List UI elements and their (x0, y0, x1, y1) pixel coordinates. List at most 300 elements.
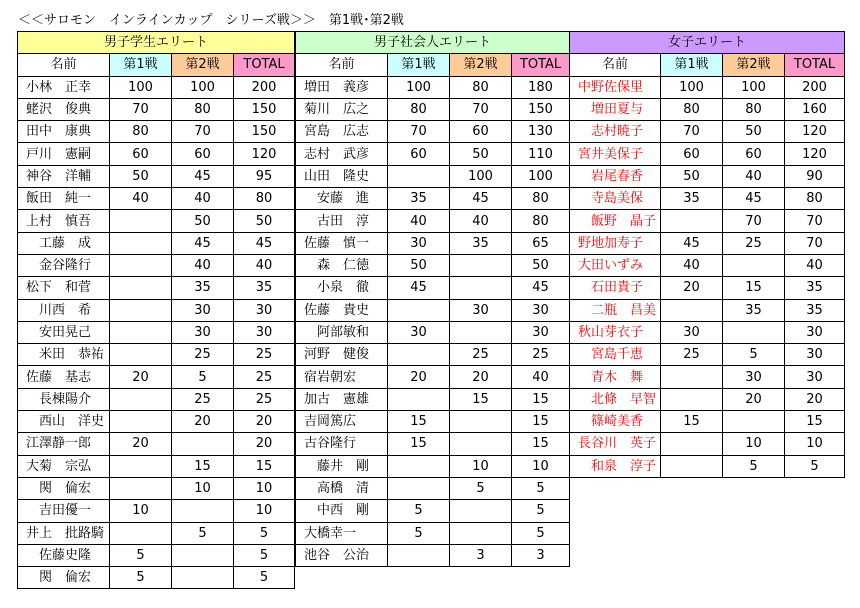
table-row (570, 232, 845, 254)
round2-points (450, 433, 512, 455)
table-row (18, 567, 295, 589)
round2-points: 20 (723, 388, 785, 410)
column-header-name: 名前 (296, 54, 388, 76)
round2-points: 25 (172, 344, 234, 366)
table-row (18, 254, 295, 276)
round2-points: 40 (172, 254, 234, 276)
rider-name: 飯野 晶子 (570, 210, 661, 232)
round2-points: 35 (723, 299, 785, 321)
round1-points: 5 (110, 544, 172, 566)
round1-points: 5 (388, 500, 450, 522)
round2-points: 10 (172, 477, 234, 499)
total-points: 130 (512, 121, 570, 143)
round1-points: 80 (388, 98, 450, 120)
total-points: 80 (512, 210, 570, 232)
round1-points: 40 (110, 188, 172, 210)
table-row (570, 433, 845, 455)
rider-name: 山田 隆史 (296, 165, 388, 187)
round1-points (110, 299, 172, 321)
table-row (570, 299, 845, 321)
round1-points (388, 455, 450, 477)
total-points: 5 (512, 477, 570, 499)
rider-name: 松下 和菅 (18, 277, 110, 299)
total-points: 5 (512, 500, 570, 522)
rider-name: 安田晃己 (18, 321, 110, 343)
round1-points: 45 (388, 277, 450, 299)
round2-points (723, 411, 785, 433)
round1-points: 50 (661, 165, 723, 187)
table-row (18, 321, 295, 343)
total-points: 120 (785, 143, 845, 165)
page-title: ＜＜サロモン インラインカップ シリーズ戦＞＞ 第1戦･第2戦 (18, 13, 404, 28)
rider-name: 川西 希 (18, 299, 110, 321)
round2-points: 30 (723, 366, 785, 388)
round2-points: 60 (723, 143, 785, 165)
round2-points: 70 (450, 98, 512, 120)
total-points: 150 (234, 121, 295, 143)
rider-name: 小泉 徹 (296, 277, 388, 299)
table-row (570, 121, 845, 143)
round1-points (661, 455, 723, 477)
round1-points (661, 388, 723, 410)
table-row (570, 254, 845, 276)
table-row (18, 433, 295, 455)
table-row (296, 366, 570, 388)
rider-name: 宿岩朝宏 (296, 366, 388, 388)
round1-points (110, 321, 172, 343)
round2-points: 40 (450, 210, 512, 232)
round1-points (388, 388, 450, 410)
round2-points (450, 411, 512, 433)
table-row (296, 433, 570, 455)
round1-points: 30 (661, 321, 723, 343)
total-points: 5 (234, 544, 295, 566)
round1-points: 60 (661, 143, 723, 165)
table-row (18, 232, 295, 254)
round1-points (388, 344, 450, 366)
rider-name: 佐藤 貴史 (296, 299, 388, 321)
round2-points (172, 544, 234, 566)
column-header-round2: 第2戦 (172, 54, 234, 76)
table-row (570, 76, 845, 98)
rider-name: 藤井 剛 (296, 455, 388, 477)
total-points: 180 (512, 76, 570, 98)
table-row (296, 76, 570, 98)
rider-name: 志村 武彦 (296, 143, 388, 165)
total-points: 40 (512, 366, 570, 388)
round1-points (110, 411, 172, 433)
round1-points: 30 (388, 321, 450, 343)
round2-points (172, 433, 234, 455)
rider-name: 長棟陽介 (18, 388, 110, 410)
round2-points: 80 (172, 98, 234, 120)
rider-name: 佐藤 慎一 (296, 232, 388, 254)
total-points: 5 (234, 567, 295, 589)
table-row (18, 143, 295, 165)
round1-points: 20 (388, 366, 450, 388)
round1-points: 100 (661, 76, 723, 98)
total-points: 20 (785, 388, 845, 410)
total-points: 25 (234, 344, 295, 366)
round1-points: 10 (110, 500, 172, 522)
rider-name: 戸川 憲嗣 (18, 143, 110, 165)
total-points: 30 (785, 321, 845, 343)
total-points: 25 (234, 388, 295, 410)
total-points: 30 (234, 299, 295, 321)
table-row (570, 277, 845, 299)
total-points: 40 (234, 254, 295, 276)
round1-points: 15 (388, 433, 450, 455)
student-category-header: 男子学生エリート (18, 32, 295, 54)
total-points: 70 (785, 232, 845, 254)
column-header-round1: 第1戦 (388, 54, 450, 76)
round1-points: 30 (388, 232, 450, 254)
round1-points (110, 522, 172, 544)
table-row (570, 411, 845, 433)
round2-points: 60 (450, 121, 512, 143)
total-points: 45 (512, 277, 570, 299)
total-points: 5 (785, 455, 845, 477)
round2-points: 15 (723, 277, 785, 299)
table-row (570, 143, 845, 165)
round2-points (172, 567, 234, 589)
round1-points: 70 (110, 98, 172, 120)
round1-points (110, 344, 172, 366)
round2-points: 20 (172, 411, 234, 433)
total-points: 150 (234, 98, 295, 120)
table-row (570, 98, 845, 120)
round1-points (110, 232, 172, 254)
round1-points (661, 433, 723, 455)
round2-points (723, 321, 785, 343)
round1-points: 45 (661, 232, 723, 254)
column-header-name: 名前 (18, 54, 110, 76)
rider-name: 西山 洋史 (18, 411, 110, 433)
round2-points (450, 522, 512, 544)
total-points: 10 (234, 500, 295, 522)
rider-name: 江澤静一郎 (18, 433, 110, 455)
round1-points (110, 254, 172, 276)
total-points: 150 (512, 98, 570, 120)
round2-points (723, 254, 785, 276)
total-points: 15 (785, 411, 845, 433)
round2-points: 50 (450, 143, 512, 165)
round2-points: 10 (450, 455, 512, 477)
table-row (18, 522, 295, 544)
rider-name: 工藤 成 (18, 232, 110, 254)
round2-points: 25 (172, 388, 234, 410)
round2-points: 25 (723, 232, 785, 254)
round1-points (110, 477, 172, 499)
total-points: 35 (234, 277, 295, 299)
table-row (18, 76, 295, 98)
column-header-name: 名前 (570, 54, 661, 76)
round2-points: 35 (172, 277, 234, 299)
round2-points: 45 (172, 232, 234, 254)
total-points: 35 (785, 277, 845, 299)
adult-elite-table (295, 31, 570, 567)
women-category-header: 女子エリート (570, 32, 845, 54)
table-row (570, 455, 845, 477)
table-row (18, 477, 295, 499)
total-points: 15 (512, 433, 570, 455)
round1-points: 40 (661, 254, 723, 276)
total-points: 5 (512, 522, 570, 544)
rider-name: 大田いずみ (570, 254, 661, 276)
total-points: 200 (234, 76, 295, 98)
round2-points: 45 (723, 188, 785, 210)
round1-points: 15 (661, 411, 723, 433)
round2-points: 3 (450, 544, 512, 566)
round1-points: 60 (388, 143, 450, 165)
rider-name: 青木 舞 (570, 366, 661, 388)
round1-points: 35 (661, 188, 723, 210)
round2-points: 30 (172, 299, 234, 321)
total-points: 30 (785, 366, 845, 388)
table-row (18, 188, 295, 210)
student-elite-table (17, 31, 295, 589)
round2-points: 100 (450, 165, 512, 187)
total-points: 25 (512, 344, 570, 366)
rider-name: 阿部敏和 (296, 321, 388, 343)
table-row (296, 477, 570, 499)
rider-name: 篠崎美香 (570, 411, 661, 433)
round1-points: 70 (661, 121, 723, 143)
total-points: 160 (785, 98, 845, 120)
rider-name: 金谷隆行 (18, 254, 110, 276)
total-points: 20 (234, 411, 295, 433)
total-points: 10 (785, 433, 845, 455)
total-points: 110 (512, 143, 570, 165)
round1-points: 5 (110, 567, 172, 589)
total-points: 15 (512, 388, 570, 410)
round2-points: 40 (723, 165, 785, 187)
round2-points: 5 (723, 455, 785, 477)
rider-name: 佐藤史隆 (18, 544, 110, 566)
round1-points: 50 (388, 254, 450, 276)
rider-name: 古田 淳 (296, 210, 388, 232)
rider-name: 志村暁子 (570, 121, 661, 143)
table-row (296, 254, 570, 276)
total-points: 30 (512, 321, 570, 343)
table-row (296, 121, 570, 143)
rider-name: 関 倫宏 (18, 567, 110, 589)
round1-points: 100 (388, 76, 450, 98)
round2-points (450, 500, 512, 522)
rider-name: 井上 批路騎 (18, 522, 110, 544)
round2-points (450, 277, 512, 299)
rider-name: 佐藤 基志 (18, 366, 110, 388)
round2-points: 80 (723, 98, 785, 120)
total-points: 30 (785, 344, 845, 366)
rider-name: 野地加寿子 (570, 232, 661, 254)
total-points: 30 (512, 299, 570, 321)
round1-points (388, 299, 450, 321)
round1-points (661, 366, 723, 388)
total-points: 40 (785, 254, 845, 276)
rider-name: 中野佐保里 (570, 76, 661, 98)
round1-points (661, 299, 723, 321)
table-row (296, 411, 570, 433)
round2-points: 45 (450, 188, 512, 210)
round2-points (450, 254, 512, 276)
total-points: 20 (234, 433, 295, 455)
total-points: 30 (234, 321, 295, 343)
column-header-total: TOTAL (512, 54, 570, 76)
table-row (18, 500, 295, 522)
rider-name: 二瓶 昌美 (570, 299, 661, 321)
rider-name: 森 仁徳 (296, 254, 388, 276)
round2-points: 15 (172, 455, 234, 477)
total-points: 120 (785, 121, 845, 143)
round2-points: 80 (450, 76, 512, 98)
total-points: 50 (234, 210, 295, 232)
rider-name: 大橋幸一 (296, 522, 388, 544)
rider-name: 寺島美保 (570, 188, 661, 210)
rider-name: 高橋 清 (296, 477, 388, 499)
round2-points: 100 (723, 76, 785, 98)
table-row (18, 388, 295, 410)
total-points: 35 (785, 299, 845, 321)
rider-name: 田中 康典 (18, 121, 110, 143)
table-row (296, 522, 570, 544)
rider-name: 宮島千恵 (570, 344, 661, 366)
round2-points: 5 (723, 344, 785, 366)
rider-name: 宮井美保子 (570, 143, 661, 165)
round2-points (450, 321, 512, 343)
rider-name: 飯田 純一 (18, 188, 110, 210)
total-points: 80 (234, 188, 295, 210)
total-points: 15 (512, 411, 570, 433)
table-row (570, 210, 845, 232)
round1-points (388, 165, 450, 187)
rider-name: 加古 憲雄 (296, 388, 388, 410)
table-row (296, 165, 570, 187)
rider-name: 増田 義彦 (296, 76, 388, 98)
table-row (18, 165, 295, 187)
total-points: 15 (234, 455, 295, 477)
total-points: 25 (234, 366, 295, 388)
rider-name: 池谷 公治 (296, 544, 388, 566)
total-points: 65 (512, 232, 570, 254)
table-row (570, 188, 845, 210)
column-header-round2: 第2戦 (450, 54, 512, 76)
round1-points: 5 (388, 522, 450, 544)
round1-points: 60 (110, 143, 172, 165)
round1-points: 70 (388, 121, 450, 143)
total-points: 10 (512, 455, 570, 477)
round1-points: 80 (110, 121, 172, 143)
round1-points: 15 (388, 411, 450, 433)
table-row (18, 411, 295, 433)
rider-name: 関 倫宏 (18, 477, 110, 499)
rider-name: 中西 剛 (296, 500, 388, 522)
table-row (570, 321, 845, 343)
round2-points: 5 (172, 522, 234, 544)
table-row (296, 188, 570, 210)
total-points: 10 (234, 477, 295, 499)
table-row (570, 165, 845, 187)
column-header-total: TOTAL (234, 54, 295, 76)
table-row (18, 344, 295, 366)
round2-points: 30 (172, 321, 234, 343)
rider-name: 吉田優一 (18, 500, 110, 522)
round2-points: 50 (723, 121, 785, 143)
table-row (18, 544, 295, 566)
rider-name: 北條 早智 (570, 388, 661, 410)
round2-points: 5 (450, 477, 512, 499)
table-row (296, 232, 570, 254)
column-header-round1: 第1戦 (110, 54, 172, 76)
rider-name: 吉岡篤広 (296, 411, 388, 433)
table-row (296, 277, 570, 299)
round1-points: 100 (110, 76, 172, 98)
total-points: 3 (512, 544, 570, 566)
round1-points (110, 277, 172, 299)
round1-points (388, 544, 450, 566)
table-row (18, 366, 295, 388)
total-points: 5 (234, 522, 295, 544)
rider-name: 岩尾春香 (570, 165, 661, 187)
rider-name: 石田貴子 (570, 277, 661, 299)
round2-points: 35 (450, 232, 512, 254)
column-header-round2: 第2戦 (723, 54, 785, 76)
table-row (570, 366, 845, 388)
table-row (18, 455, 295, 477)
round1-points (110, 210, 172, 232)
round1-points (388, 477, 450, 499)
round2-points: 100 (172, 76, 234, 98)
total-points: 100 (512, 165, 570, 187)
total-points: 80 (512, 188, 570, 210)
table-row (18, 210, 295, 232)
adult-category-header: 男子社会人エリート (296, 32, 570, 54)
table-row (296, 210, 570, 232)
rider-name: 宮島 広志 (296, 121, 388, 143)
table-row (18, 98, 295, 120)
round1-points: 20 (110, 366, 172, 388)
round1-points: 50 (110, 165, 172, 187)
rider-name: 安藤 進 (296, 188, 388, 210)
round1-points: 20 (110, 433, 172, 455)
table-row (570, 344, 845, 366)
table-row (18, 277, 295, 299)
round2-points: 25 (450, 344, 512, 366)
total-points: 70 (785, 210, 845, 232)
round2-points: 40 (172, 188, 234, 210)
rider-name: 神谷 洋輔 (18, 165, 110, 187)
round2-points: 5 (172, 366, 234, 388)
round1-points (110, 455, 172, 477)
round1-points: 25 (661, 344, 723, 366)
table-row (296, 500, 570, 522)
total-points: 80 (785, 188, 845, 210)
rider-name: 蛯沢 俊典 (18, 98, 110, 120)
round2-points: 20 (450, 366, 512, 388)
table-row (296, 544, 570, 566)
rider-name: 米田 恭祐 (18, 344, 110, 366)
column-header-round1: 第1戦 (661, 54, 723, 76)
table-row (18, 299, 295, 321)
table-row (570, 388, 845, 410)
rider-name: 河野 健俊 (296, 344, 388, 366)
table-row (18, 121, 295, 143)
round2-points: 10 (723, 433, 785, 455)
rider-name: 大菊 宗弘 (18, 455, 110, 477)
total-points: 95 (234, 165, 295, 187)
rider-name: 古谷隆行 (296, 433, 388, 455)
round1-points: 40 (388, 210, 450, 232)
